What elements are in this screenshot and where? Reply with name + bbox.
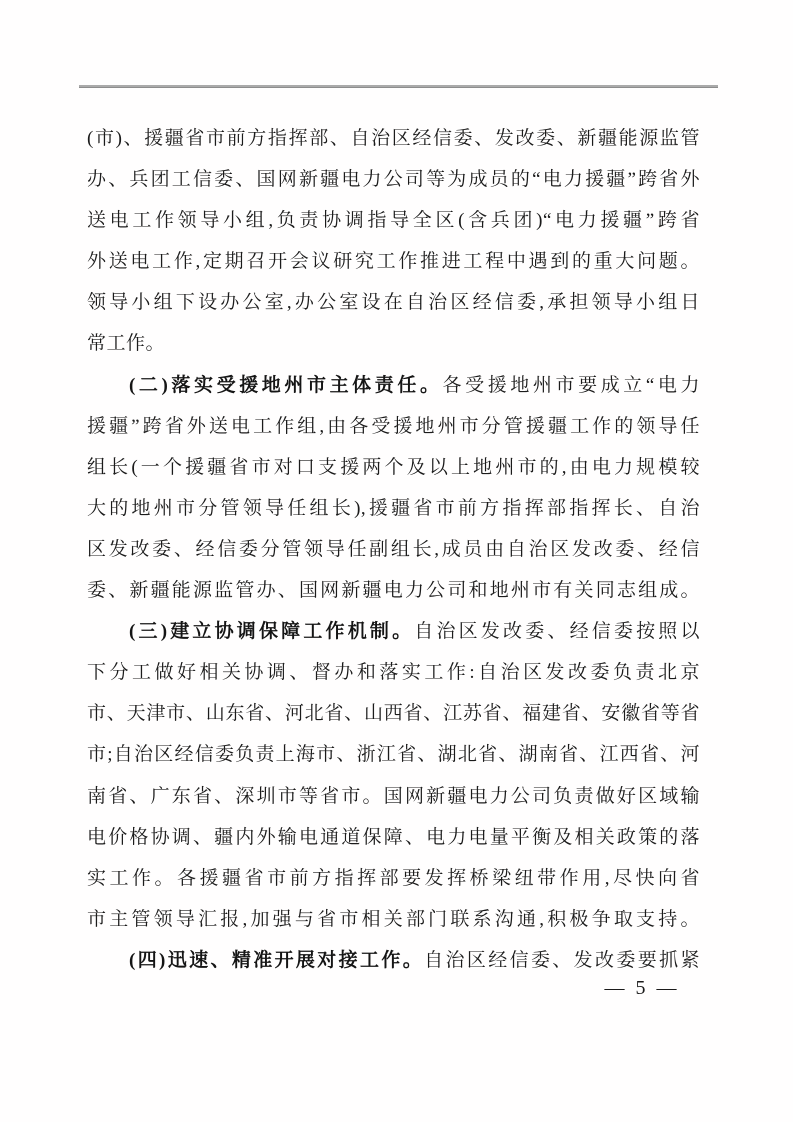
page-number: — 5 —: [604, 977, 680, 999]
document-line: [87, 776, 700, 817]
section-heading: (二)落实受援地州市主体责任。: [129, 374, 443, 396]
document-line: [87, 570, 700, 611]
line-text: 领导小组下设办公室,办公室设在自治区经信委,承担领导小组日: [87, 292, 700, 314]
document-line: [87, 652, 700, 693]
document-line: [87, 406, 700, 447]
document-line: [87, 159, 700, 200]
document-line: [87, 858, 700, 899]
line-text: 自治区发改委、经信委按照以: [414, 621, 700, 643]
document-line: [87, 817, 700, 858]
line-text: 援疆”跨省外送电工作组,由各受援地州市分管援疆工作的领导任: [87, 415, 700, 437]
line-text: 外送电工作,定期召开会议研究工作推进工程中遇到的重大问题。: [87, 251, 700, 273]
document-line: [87, 365, 700, 406]
line-text: 送电工作领导小组,负责协调指导全区(含兵团)“电力援疆”跨省: [87, 210, 700, 232]
line-text: (市)、援疆省市前方指挥部、自治区经信委、发改委、新疆能源监管: [87, 128, 700, 149]
line-text: 区发改委、经信委分管领导任副组长,成员由自治区发改委、经信: [87, 538, 700, 560]
document-line: [87, 282, 700, 323]
line-text: 委、新疆能源监管办、国网新疆电力公司和地州市有关同志组成。: [87, 580, 700, 602]
document-line: [87, 323, 700, 364]
document-line: [87, 118, 700, 159]
document-line: [87, 529, 700, 570]
line-text: 办、兵团工信委、国网新疆电力公司等为成员的“电力援疆”跨省外: [87, 169, 700, 191]
line-text: 市、天津市、山东省、河北省、山西省、江苏省、福建省、安徽省等省: [87, 703, 700, 725]
line-text: 常工作。: [87, 333, 166, 355]
document-line: [87, 488, 700, 529]
line-text: 市主管领导汇报,加强与省市相关部门联系沟通,积极争取支持。: [87, 908, 700, 930]
line-text: 组长(一个援疆省市对口支援两个及以上地州市的,由电力规模较: [87, 456, 700, 478]
document-line: [87, 447, 700, 488]
document-line: [87, 899, 700, 940]
section-heading: (四)迅速、精准开展对接工作。: [129, 949, 425, 971]
line-text: 电价格协调、疆内外输电通道保障、电力电量平衡及相关政策的落: [87, 826, 700, 848]
document-line: [87, 241, 700, 282]
header-divider: [79, 85, 718, 88]
document-line: [87, 200, 700, 241]
document-body: [87, 118, 700, 981]
line-text: 下分工做好相关协调、督办和落实工作:自治区发改委负责北京: [87, 662, 700, 684]
line-text: 大的地州市分管领导任组长),援疆省市前方指挥部指挥长、自治: [87, 497, 700, 519]
document-line: [87, 611, 700, 652]
line-text: 市;自治区经信委负责上海市、浙江省、湖北省、湖南省、江西省、河: [87, 744, 700, 766]
section-heading: (三)建立协调保障工作机制。: [129, 621, 415, 643]
line-text: 自治区经信委、发改委要抓紧: [424, 949, 700, 971]
document-line: [87, 734, 700, 775]
line-text: 南省、广东省、深圳市等省市。国网新疆电力公司负责做好区域输: [87, 785, 700, 807]
line-text: 实工作。各援疆省市前方指挥部要发挥桥梁纽带作用,尽快向省: [87, 867, 700, 889]
line-text: 各受援地州市要成立“电力: [442, 374, 700, 396]
document-line: [87, 693, 700, 734]
